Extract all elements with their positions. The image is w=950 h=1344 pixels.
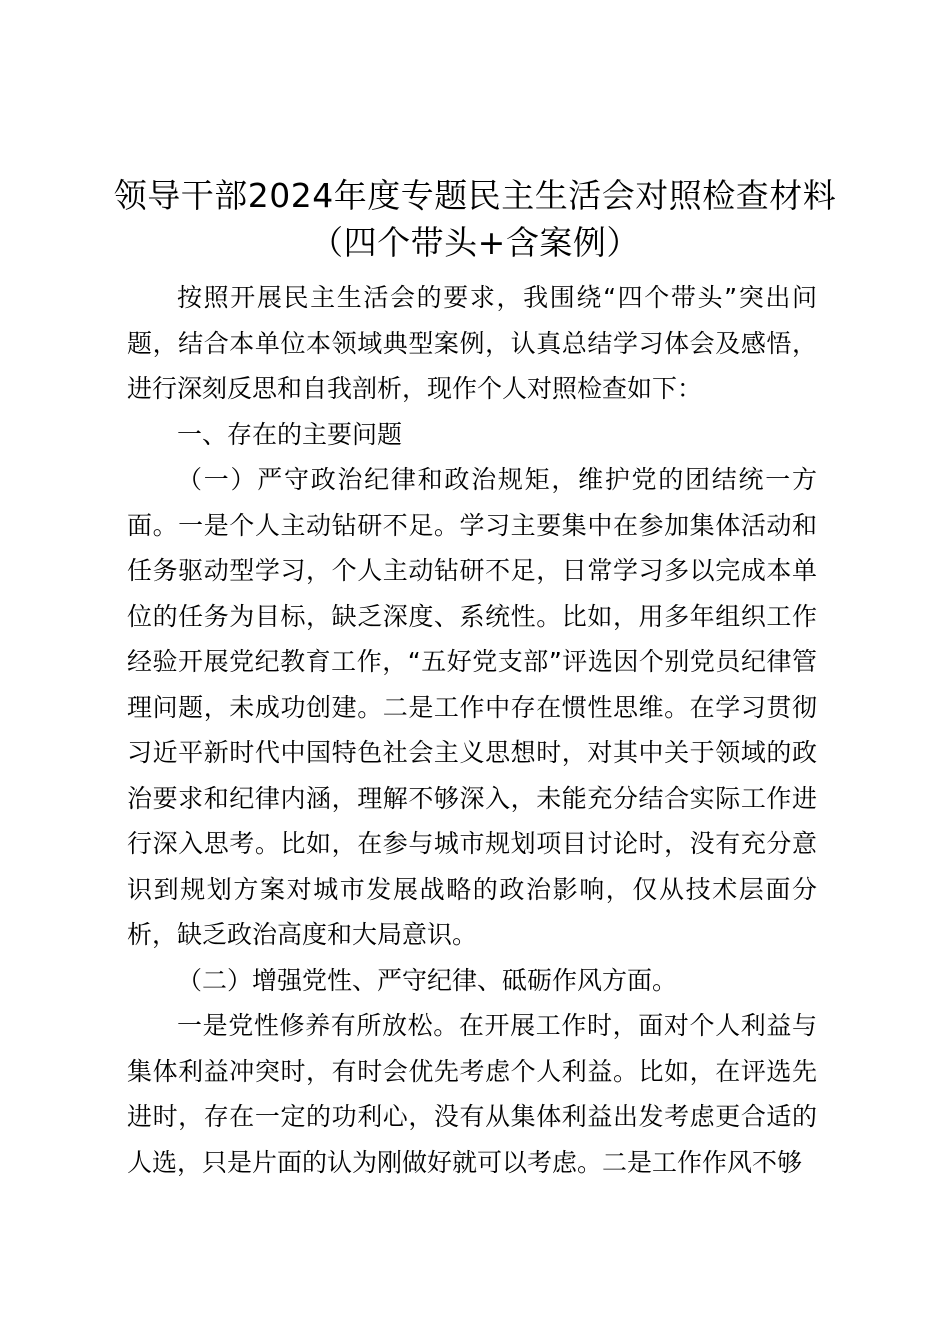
paragraph-party-spirit: 一是党性修养有所放松。在开展工作时，面对个人利益与集体利益冲突时，有时会优先考虑个人利益。比如，在评选先进时，存在一定的功利心，没有从集体利益出发考虑更合适的人选，只是片面的认为刚做好就可以考虑。二是工作作风不够	[127, 1011, 817, 1177]
paragraph-political-discipline: （一）严守政治纪律和政治规矩，维护党的团结统一方面。一是个人主动钻研不足。学习主要集中在参加集体活动和任务驱动型学习，个人主动钻研不足，日常学习多以完成本单位的任务为目标，缺乏深度、系统性。比如，用多年组织工作经验开展党纪教育工作，“五好党支部”评选因个别党员纪律管理问题，未成功创建。二是工作中存在惯性思维。在学习贯彻习近平新时代中国特色社会主义思想时，对其中关于领域的政治要求和纪律内涵，理解不够深入，未能充分结合实际工作进行深入思考。比如，在参与城市规划项目讨论时，没有充分意识到规划方案对城市发展战略的政治影响，仅从技术层面分析，缺乏政治高度和大局意识。	[127, 465, 817, 949]
document-title: 领导干部2024年度专题民主生活会对照检查材料（四个带头+含案例）	[113, 176, 837, 262]
intro-paragraph: 按照开展民主生活会的要求，我围绕“四个带头”突出问题，结合本单位本领域典型案例，认真总结学习体会及感悟，进行深刻反思和自我剖析，现作个人对照检查如下：	[127, 283, 817, 403]
section-heading-problems: 一、存在的主要问题	[177, 419, 403, 449]
document-body	[127, 275, 817, 1185]
subsection-heading-party-spirit: （二）增强党性、严守纪律、砥砺作风方面。	[177, 965, 678, 995]
